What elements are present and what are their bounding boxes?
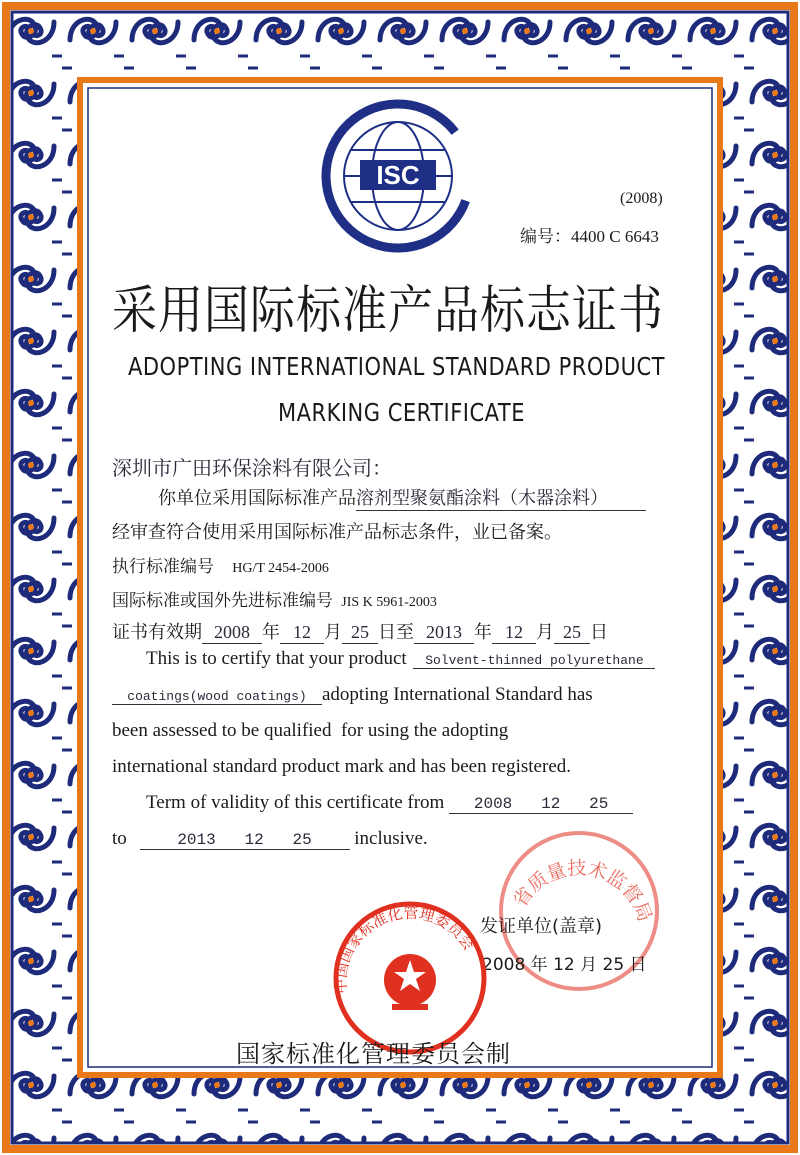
issuer-label: 发证单位(盖章) [480,916,603,937]
en-term-text: Term of validity of this certificate from [146,792,445,813]
number-label: 编号： [520,227,571,247]
day-char: 日 [590,622,608,643]
line1-prefix: 你单位采用国际标准产品 [158,488,356,509]
intl-standard-label: 国际标准或国外先进标准编号 [112,591,333,611]
intl-standard-value: JIS K 5961-2003 [341,595,437,610]
validity-label: 证书有效期 [112,622,202,643]
en-inclusive: inclusive. [354,828,428,849]
valid-from-year: 2008 [202,622,262,644]
en-valid-from: 2008 12 25 [449,795,633,814]
line-validity [112,618,608,644]
year-char: 年 [262,622,280,643]
provincial-seal-text: 省质量技术监督局 [509,857,657,925]
title-english-line2: MARKING CERTIFICATE [278,398,525,427]
number-value: 4400 C 6643 [571,227,659,246]
en-line-3: been assessed to be qualified for using the adopting [112,720,509,741]
line-intl-standard [112,586,437,611]
isc-logo [320,98,490,253]
issue-date: 2008 年 12 月 25 日 [482,955,647,975]
line-adopting [158,484,646,511]
day-to-char: 日至 [378,622,414,643]
valid-to-year: 2013 [414,622,474,644]
certificate-number [520,222,659,247]
valid-from-month: 12 [280,622,324,644]
valid-from-day: 25 [342,622,378,644]
product-name-en-2: coatings(wood coatings) [112,689,322,705]
month-char: 月 [324,622,342,643]
line-approved: 经审查符合使用采用国际标准产品标志条件，业已备案。 [112,522,562,543]
line-standard [112,552,329,577]
year-code: (2008) [620,190,663,207]
title-english-line1: ADOPTING INTERNATIONAL STANDARD PRODUCT [128,352,665,381]
company-name: 深圳市广田环保涂料有限公司： [112,456,392,480]
national-seal-text: 中国国家标准化管理委员会 [331,904,479,995]
standard-value: HG/T 2454-2006 [232,561,329,576]
month-char-2: 月 [536,622,554,643]
en-line-1 [146,648,655,670]
en-to-label: to [112,828,127,849]
en-valid-to: 2013 12 25 [140,831,350,850]
en-adopting-text: adopting International Standard has [322,684,593,705]
product-name-en-1: Solvent-thinned polyurethane [413,653,655,669]
en-validity-line-2 [112,828,428,850]
footer-issuer: 国家标准化管理委员会制 [236,1040,511,1068]
en-line-4: international standard product mark and has been registered. [112,756,571,777]
valid-to-day: 25 [554,622,590,644]
en-line-2 [112,684,593,706]
title-chinese: 采用国际标准产品标志证书 [112,279,665,341]
en-validity-line [146,792,633,814]
en-certify-text: This is to certify that your product [146,648,407,669]
valid-to-month: 12 [492,622,536,644]
product-name-cn: 溶剂型聚氨酯涂料（木器涂料） [356,484,646,511]
logo-text: ISC [376,160,420,190]
year-char-2: 年 [474,622,492,643]
standard-label: 执行标准编号 [112,557,214,577]
